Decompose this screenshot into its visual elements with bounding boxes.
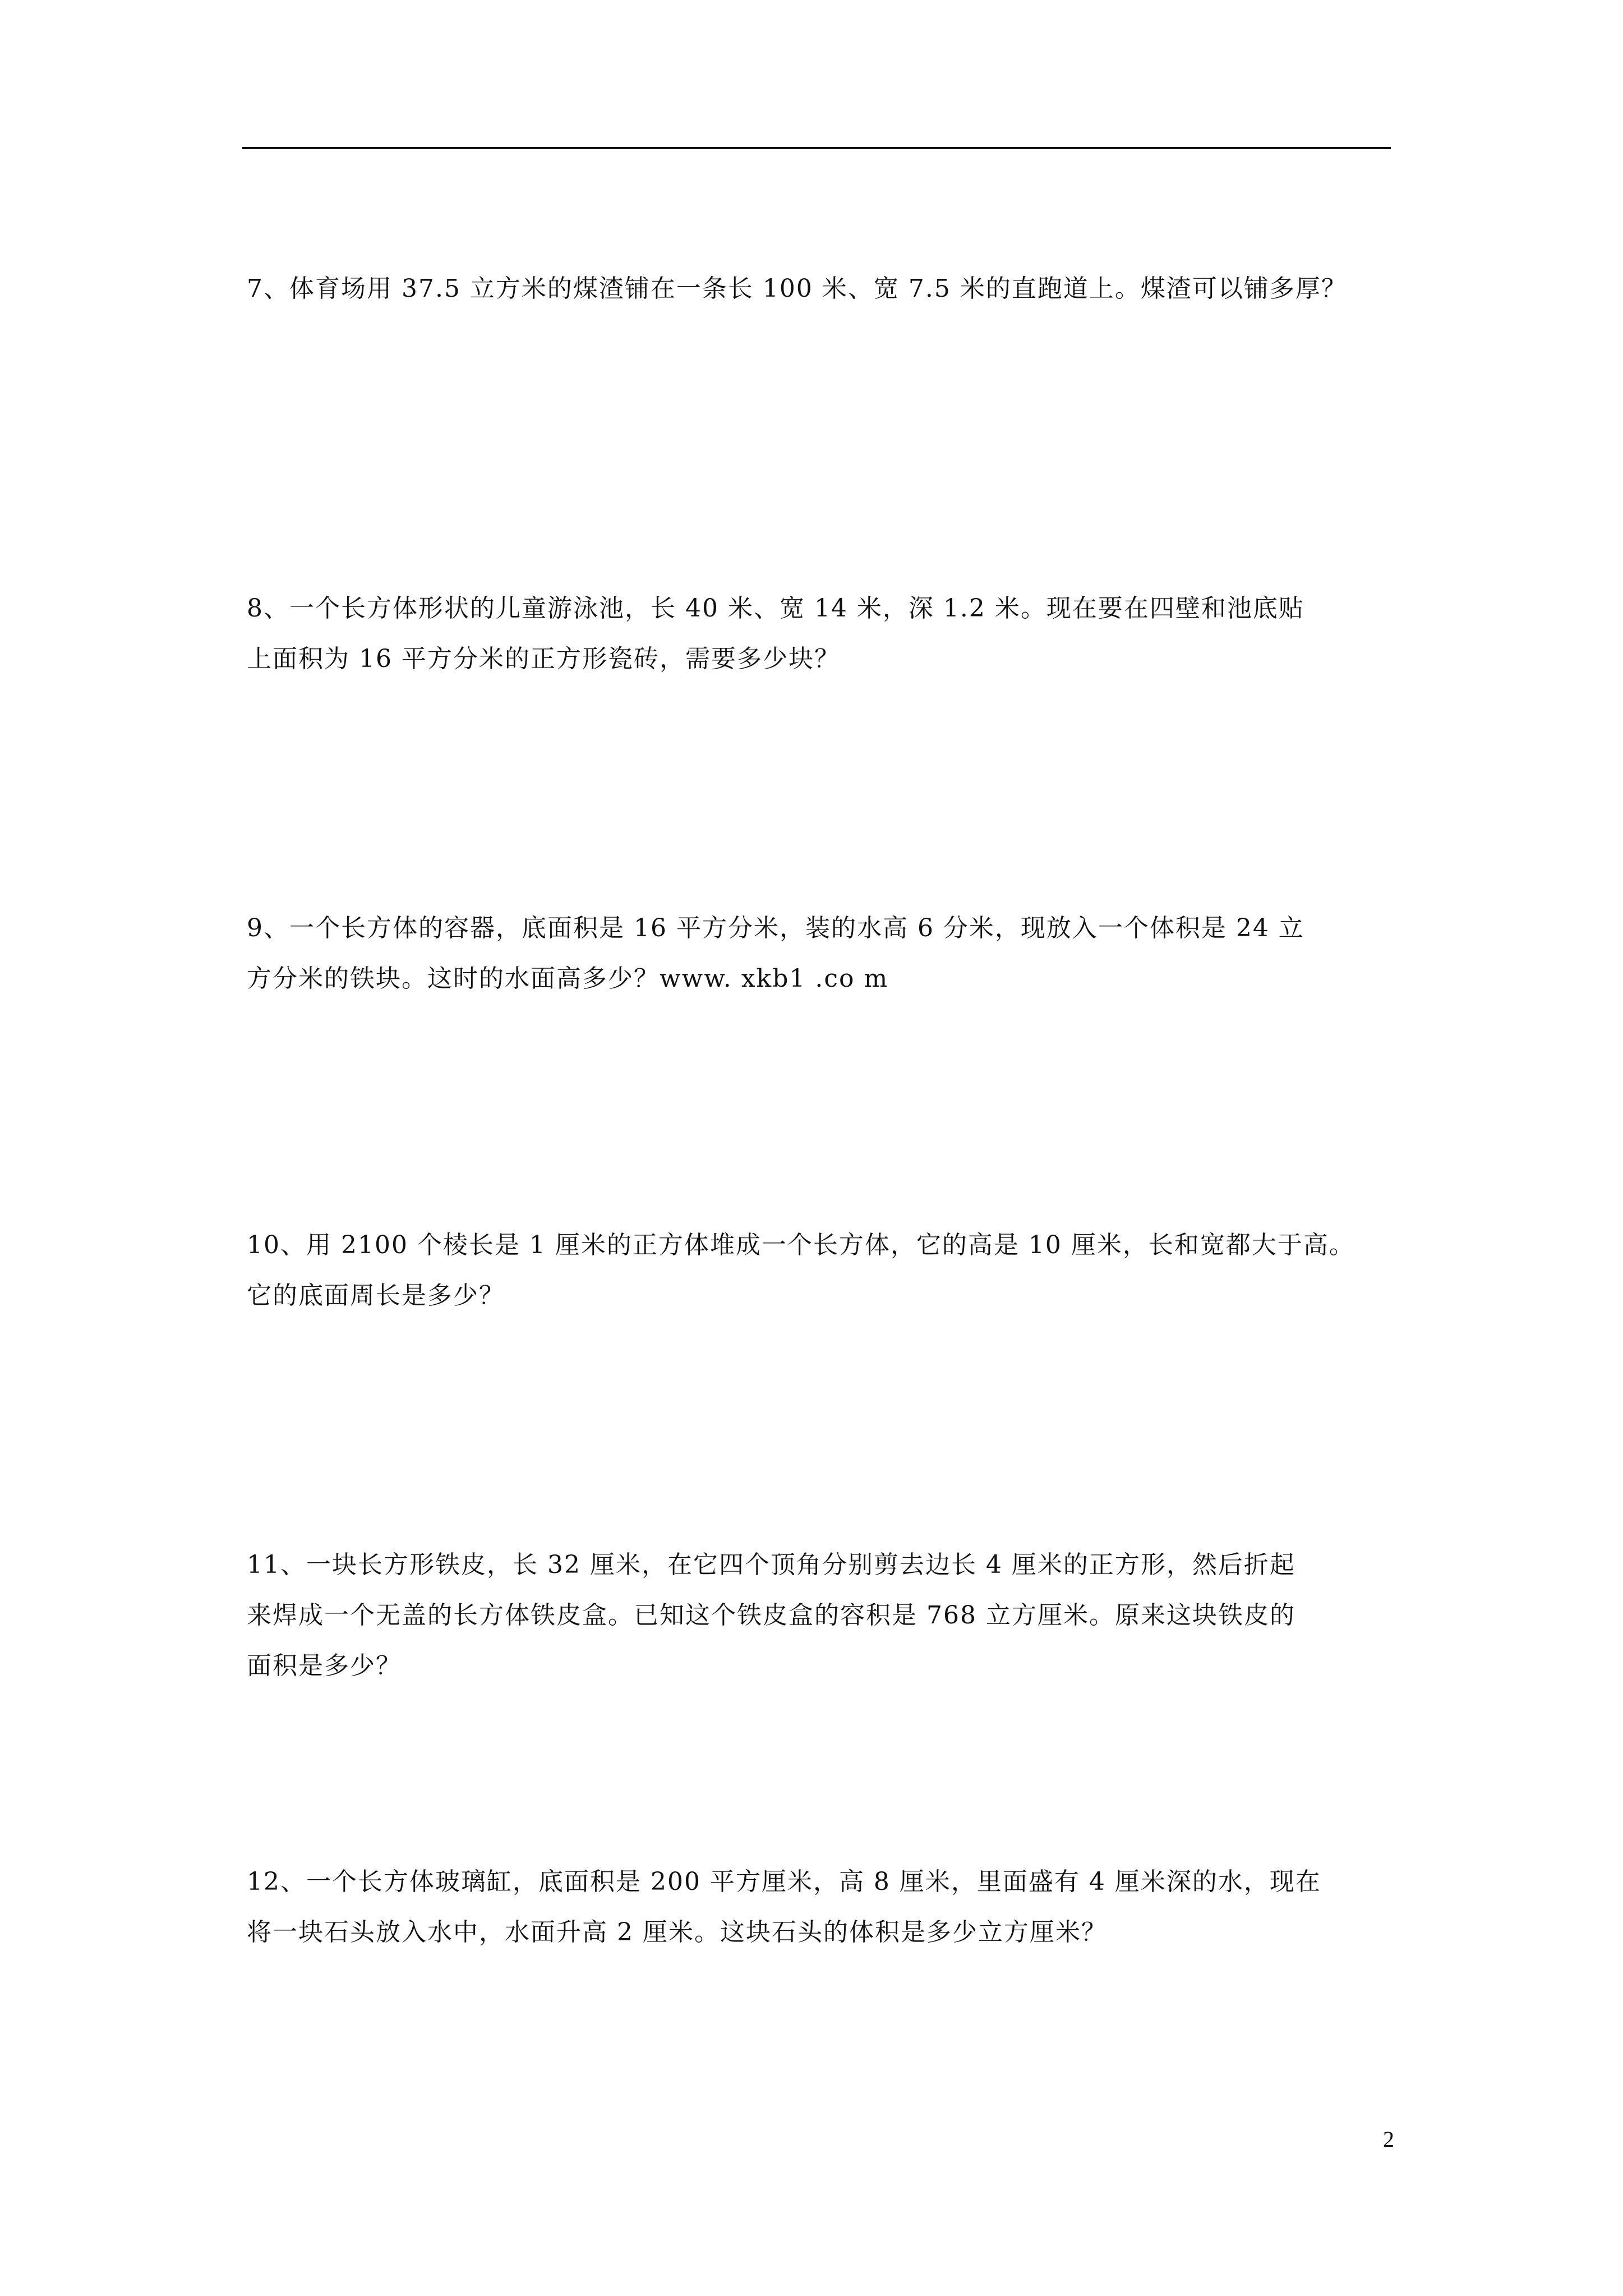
- page-number: 2: [1383, 2127, 1394, 2152]
- problem-line: 上面积为 16 平方分米的正方形瓷砖，需要多少块？: [247, 645, 840, 673]
- problem-9: [247, 903, 1393, 1004]
- problem-line: 7、体育场用 37.5 立方米的煤渣铺在一条长 100 米、宽 7.5 米的直跑道上。煤渣可以铺多厚？: [247, 274, 1347, 303]
- problem-line: 面积是多少？: [247, 1651, 402, 1680]
- problem-line: 12、一个长方体玻璃缸，底面积是 200 平方厘米，高 8 厘米，里面盛有 4 厘米深的水，现在: [247, 1867, 1321, 1896]
- problem-line: 8、一个长方体形状的儿童游泳池，长 40 米、宽 14 米，深 1.2 米。现在要在四壁和池底贴: [247, 594, 1304, 623]
- problem-line: 11、一块长方形铁皮，长 32 厘米，在它四个顶角分别剪去边长 4 厘米的正方形，然后折起: [247, 1550, 1295, 1579]
- problem-line: 将一块石头放入水中，水面升高 2 厘米。这块石头的体积是多少立方厘米？: [247, 1918, 1107, 1947]
- problem-10: [247, 1220, 1393, 1321]
- problem-line: 10、用 2100 个棱长是 1 厘米的正方体堆成一个长方体，它的高是 10 厘米，长和宽都大于高。: [247, 1231, 1355, 1259]
- problem-11: [247, 1540, 1393, 1691]
- problem-8: [247, 583, 1393, 684]
- problem-line: 方分米的铁块。这时的水面高多少？www. xkb1 .co m: [247, 964, 889, 993]
- problem-7: [247, 264, 1393, 314]
- problem-line: 它的底面周长是多少？: [247, 1281, 505, 1310]
- problem-line: 来焊成一个无盖的长方体铁皮盒。已知这个铁皮盒的容积是 768 立方厘米。原来这块铁皮的: [247, 1601, 1295, 1630]
- problem-line: 9、一个长方体的容器，底面积是 16 平方分米，装的水高 6 分米，现放入一个体积是 24 立: [247, 914, 1304, 942]
- problem-12: [247, 1857, 1393, 1958]
- header-rule: [242, 147, 1391, 149]
